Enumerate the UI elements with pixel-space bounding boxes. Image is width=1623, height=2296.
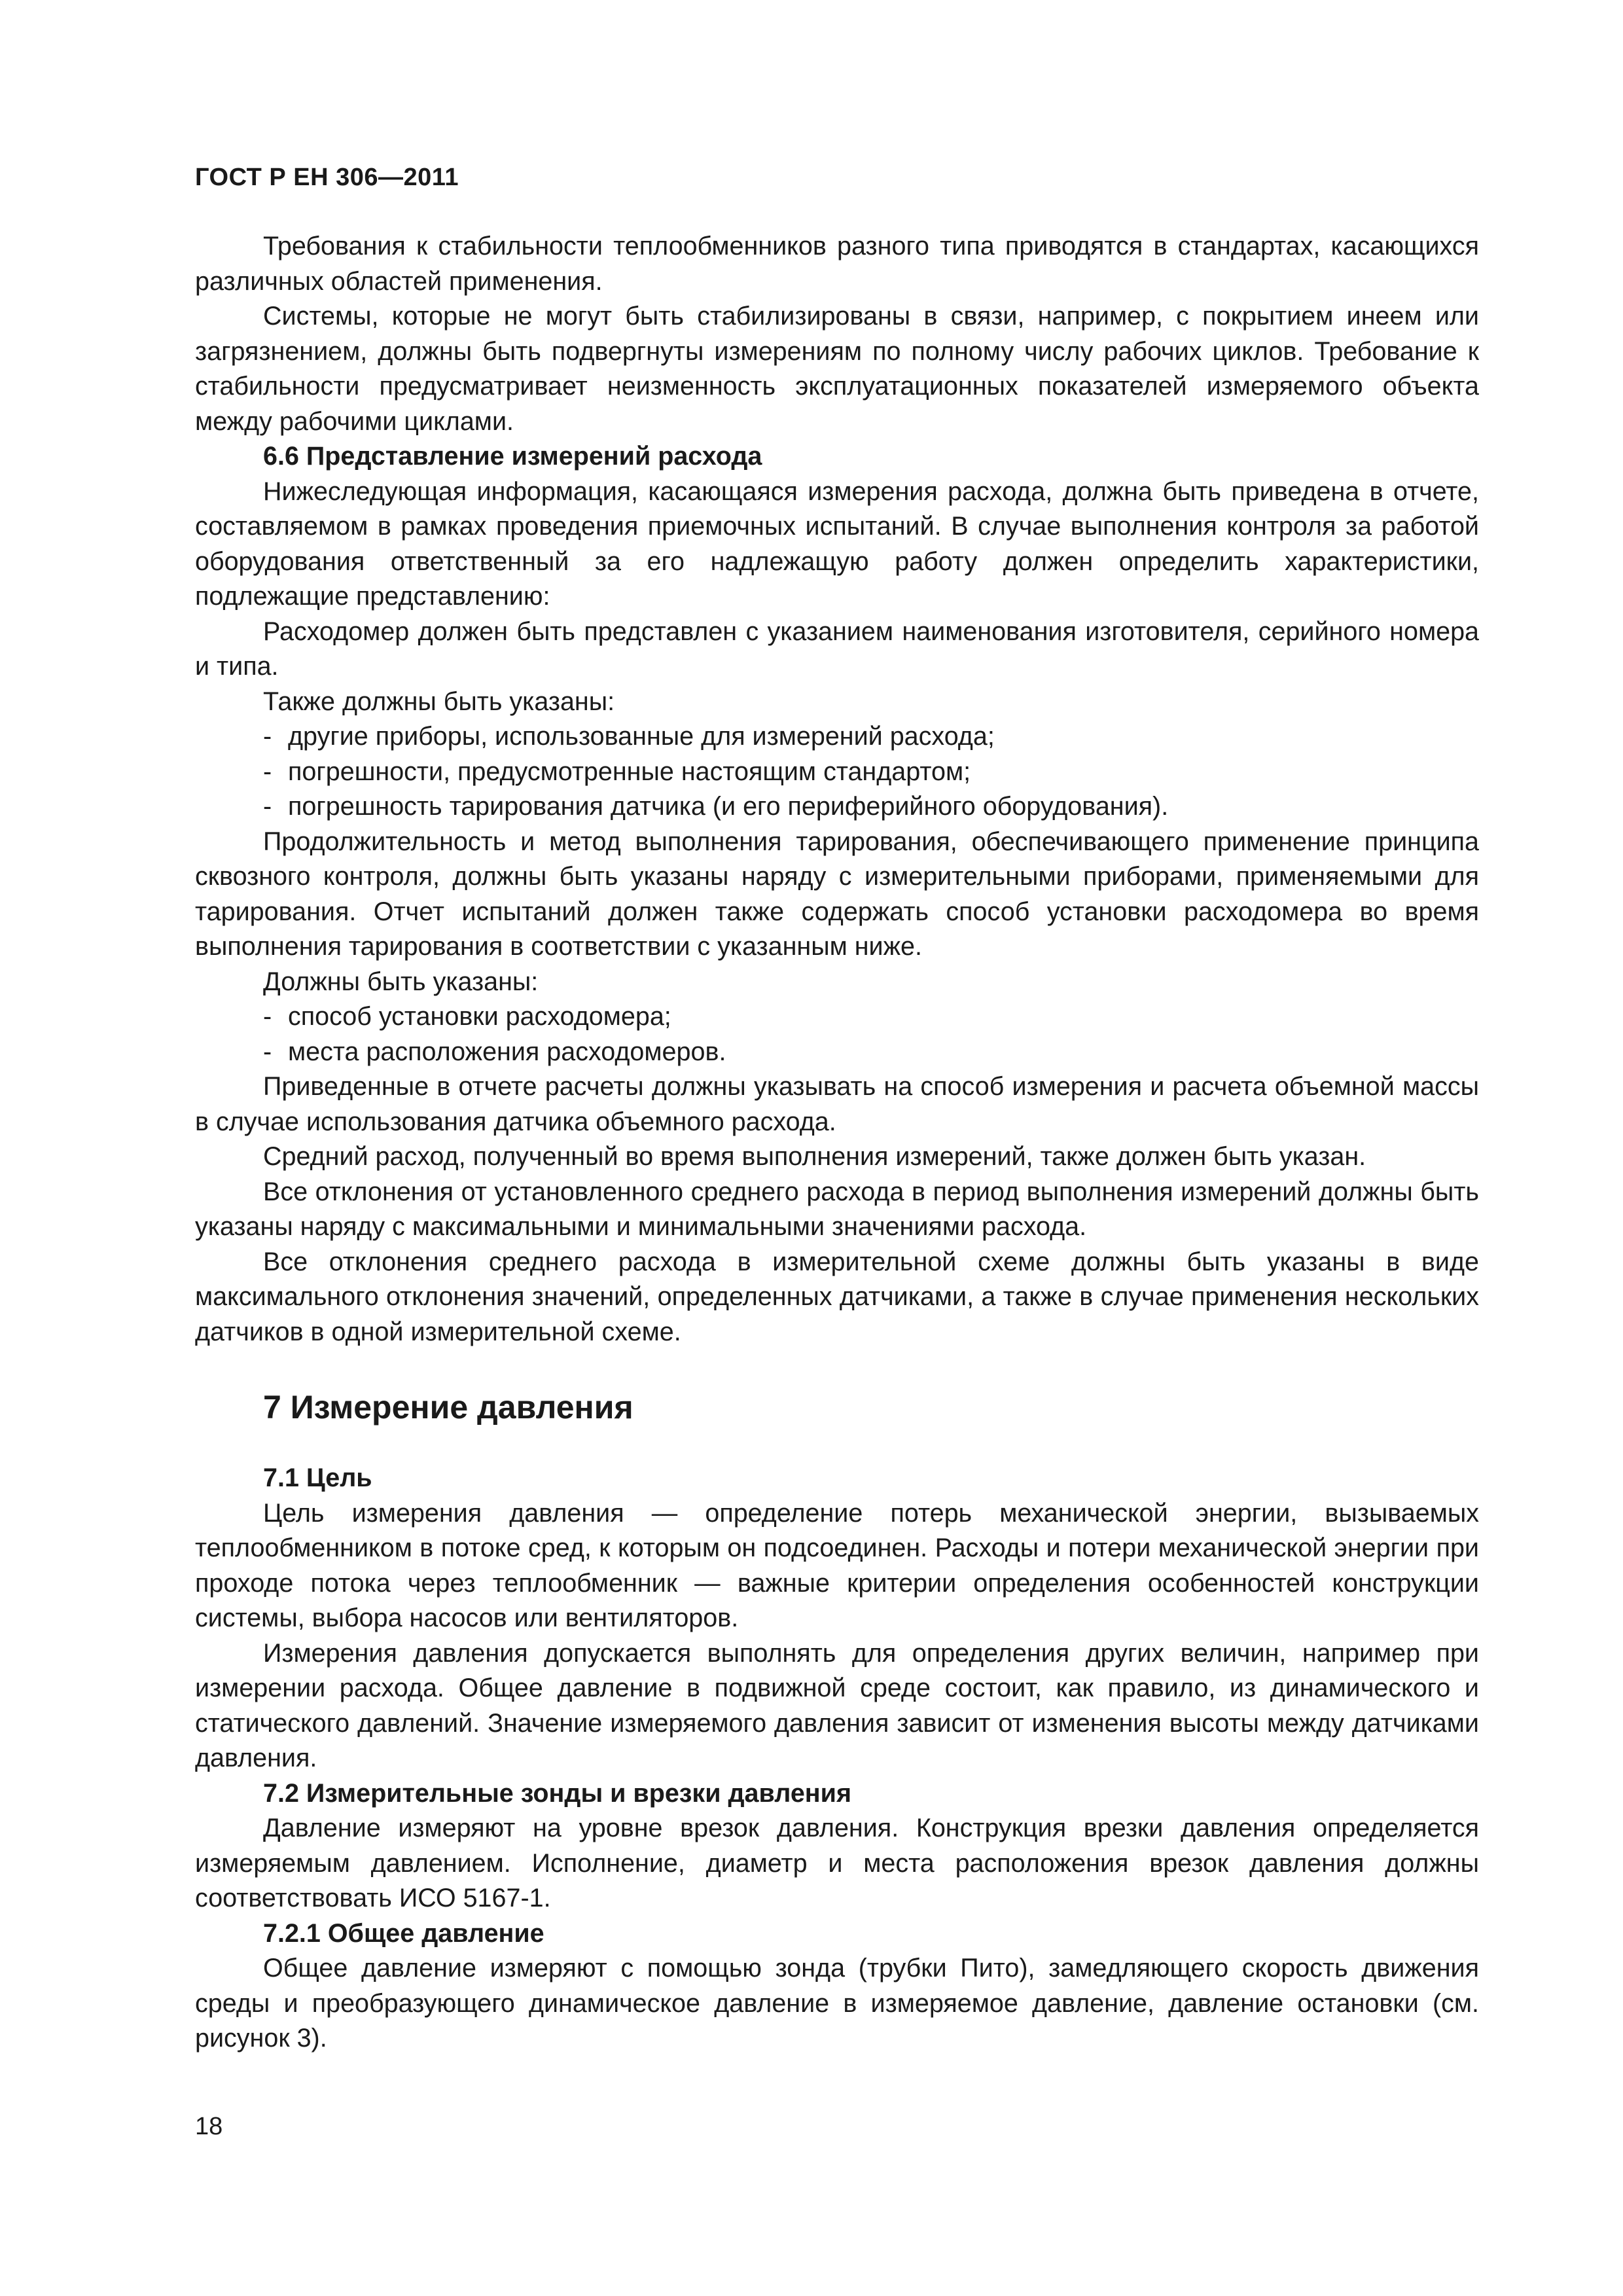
paragraph: Цель измерения давления — определение потерь механической энергии, вызываемых теплообменником в потоке сред, к которым он подсоединен. Расходы и потери механической энергии при проходе потока через теплообменник — важные критерии определения особенностей конструкции системы, выбора насосов или вентиляторов. [195,1498,1479,1632]
paragraph: Должны быть указаны: [263,967,539,996]
paragraph: Средний расход, полученный во время выполнения измерений, также должен быть указан. [263,1142,1366,1171]
paragraph: Измерения давления допускается выполнять для определения других величин, например при измерении расхода. Общее давление в подвижной среде состоит, как правило, из динамического и статического давлений. Значение измеряемого давления зависит от изменения высоты между датчиками давления. [195,1638,1479,1772]
section-7-2-heading: 7.2 Измерительные зонды и врезки давления [263,1778,851,1808]
page-number: 18 [195,2113,223,2140]
list-item: - способ установки расходомера; [195,999,1479,1035]
list-dash: - [263,722,272,751]
list-dash: - [263,1002,272,1031]
paragraph: Приведенные в отчете расчеты должны указывать на способ измерения и расчета объемной массы в случае использования датчика объемного расхода. [195,1072,1479,1136]
list-dash: - [263,1037,272,1066]
paragraph: Давление измеряют на уровне врезок давления. Конструкция врезки давления определяется измеряемым давлением. Исполнение, диаметр и места расположения врезок давления должны соответствовать ИСО 5167-1. [195,1814,1479,1912]
paragraph: Расходомер должен быть представлен с указанием наименования изготовителя, серийного номера и типа. [195,617,1479,681]
paragraph: Нижеследующая информация, касающаяся измерения расхода, должна быть приведена в отчете, составляемом в рамках проведения приемочных испытаний. В случае выполнения контроля за работой оборудования ответственный за его надлежащую работу должен определить характеристики, подлежащие представлению: [195,476,1479,611]
paragraph: Общее давление измеряют с помощью зонда (трубки Пито), замедляющего скорость движения среды и преобразующего динамическое давление в измеряемое давление, давление остановки (см. рисунок 3). [195,1954,1479,2053]
list-item: - погрешность тарирования датчика (и его периферийного оборудования). [195,789,1479,825]
section-7-2-1-heading: 7.2.1 Общее давление [263,1918,544,1948]
section-7-heading: 7 Измерение давления [263,1389,633,1426]
paragraph: Требования к стабильности теплообменников разного типа приводятся в стандартах, касающихся различных областей применения. [195,232,1479,296]
document-header: ГОСТ Р ЕН 306—2011 [195,164,459,191]
section-7-1-heading: 7.1 Цель [263,1463,372,1492]
section-6-6-heading: 6.6 Представление измерений расхода [263,442,762,471]
list-item: - другие приборы, использованные для измерений расхода; [195,719,1479,755]
list-item: - погрешности, предусмотренные настоящим стандартом; [195,755,1479,790]
paragraph: Системы, которые не могут быть стабилизированы в связи, например, с покрытием инеем или загрязнением, должны быть подвергнуты измерениям по полному числу рабочих циклов. Требование к стабильности предусматривает неизменность эксплуатационных показателей измеряемого объекта между рабочими циклами. [195,302,1479,436]
paragraph: Также должны быть указаны: [263,687,615,716]
list-dash: - [263,792,272,821]
list-dash: - [263,757,272,786]
page-content [195,229,1479,2056]
list-item: - места расположения расходомеров. [195,1035,1479,1070]
paragraph: Продолжительность и метод выполнения тарирования, обеспечивающего применение принципа сквозного контроля, должны быть указаны наряду с измерительными приборами, применяемыми для тарирования. Отчет испытаний должен также содержать способ установки расходомера во время выполнения тарирования в соответствии с указанным ниже. [195,827,1479,961]
paragraph: Все отклонения среднего расхода в измерительной схеме должны быть указаны в виде максимального отклонения значений, определенных датчиками, а также в случае применения нескольких датчиков в одной измерительной схеме. [195,1247,1479,1346]
paragraph: Все отклонения от установленного среднего расхода в период выполнения измерений должны быть указаны наряду с максимальными и минимальными значениями расхода. [195,1177,1479,1241]
